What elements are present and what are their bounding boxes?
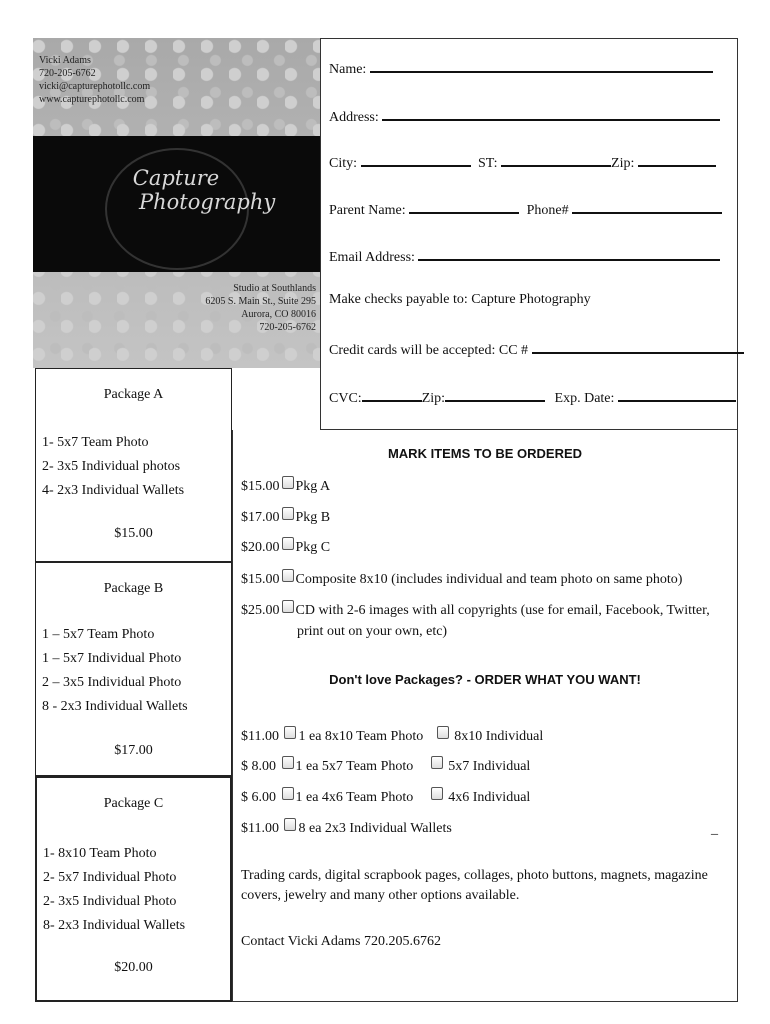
cd-continuation: print out on your own, etc)	[297, 624, 448, 639]
order-price: $ 8.00	[241, 759, 276, 774]
single-row-4x6	[241, 787, 530, 806]
order-row-pkg-c	[241, 537, 330, 556]
order-label: CD with 2-6 images with all copyrights (use for email, Facebook, Twitter,	[295, 603, 710, 618]
phone-field[interactable]	[572, 198, 722, 214]
cvc-label: CVC:	[329, 391, 362, 406]
checkbox[interactable]	[282, 600, 294, 613]
checkbox[interactable]	[284, 726, 296, 739]
checkbox[interactable]	[282, 476, 294, 489]
order-label: Pkg C	[295, 540, 331, 555]
checkbox[interactable]	[282, 787, 294, 800]
card-contact-email: vicki@capturephotollc.com	[39, 81, 151, 92]
team-photo-label: 1 ea 5x7 Team Photo	[295, 759, 414, 774]
credit-row	[329, 338, 744, 359]
card-contact-website: www.capturephotollc.com	[39, 94, 145, 105]
package-a-items	[42, 431, 184, 503]
studio-city: Aurora, CO 80016	[241, 309, 316, 320]
credit-card-field[interactable]	[532, 338, 744, 354]
address-field[interactable]	[382, 105, 720, 121]
extra-options-text: Trading cards, digital scrapbook pages, collages, photo buttons, magnets, magazine covers, jewelry and many other options available.	[241, 868, 708, 903]
wallet-label: 8 ea 2x3 Individual Wallets	[298, 821, 452, 836]
st-label: ST:	[478, 156, 498, 171]
individual-label: 5x7 Individual	[448, 759, 531, 774]
dash-mark: _	[711, 822, 718, 837]
order-price: $17.00	[241, 510, 280, 525]
package-b-box	[35, 562, 232, 776]
exp-date-label: Exp. Date:	[554, 391, 615, 406]
parent-name-field[interactable]	[409, 198, 519, 214]
checkbox[interactable]	[437, 726, 449, 739]
team-photo-label: 1 ea 8x10 Team Photo	[298, 729, 424, 744]
package-item: 2 – 3x5 Individual Photo	[42, 675, 182, 690]
package-item: 1- 8x10 Team Photo	[43, 846, 157, 861]
package-item: 2- 5x7 Individual Photo	[43, 870, 177, 885]
team-photo-label: 1 ea 4x6 Team Photo	[295, 790, 414, 805]
package-b-items	[42, 623, 188, 719]
zip2-label: Zip:	[421, 391, 446, 406]
cvc-field[interactable]	[362, 386, 422, 402]
card-contact	[39, 54, 150, 106]
order-price: $20.00	[241, 540, 280, 555]
business-card	[33, 38, 320, 368]
single-row-8x10	[241, 726, 543, 745]
package-a-price: $15.00	[114, 526, 153, 541]
order-heading-2: Don't love Packages? - ORDER WHAT YOU WANT!	[329, 672, 641, 687]
parent-row	[329, 198, 722, 219]
order-section	[232, 430, 738, 1002]
zip-field[interactable]	[638, 151, 716, 167]
order-row-pkg-b	[241, 507, 330, 526]
zip2-field[interactable]	[445, 386, 545, 402]
order-price: $ 6.00	[241, 790, 276, 805]
checkbox[interactable]	[282, 507, 294, 520]
card-contact-name: Vicki Adams	[39, 55, 91, 66]
order-heading: MARK ITEMS TO BE ORDERED	[387, 446, 583, 461]
address-label: Address:	[329, 110, 379, 125]
single-row-5x7	[241, 756, 530, 775]
city-row	[329, 151, 716, 172]
checks-row	[329, 292, 591, 308]
package-item: 4- 2x3 Individual Wallets	[42, 483, 185, 498]
card-studio-address	[205, 282, 316, 334]
order-price: $25.00	[241, 603, 280, 618]
address-row	[329, 105, 720, 126]
studio-phone: 720-205-6762	[259, 322, 316, 333]
cvc-row	[329, 386, 736, 407]
capture-photography-logo	[121, 166, 276, 246]
order-label: Pkg A	[295, 479, 331, 494]
package-c-price: $20.00	[114, 960, 153, 975]
package-item: 2- 3x5 Individual photos	[42, 459, 181, 474]
city-field[interactable]	[361, 151, 471, 167]
city-label: City:	[329, 156, 358, 171]
phone-label: Phone#	[526, 203, 569, 218]
exp-date-field[interactable]	[618, 386, 736, 402]
package-item: 1 – 5x7 Individual Photo	[42, 651, 182, 666]
zip-label: Zip:	[611, 156, 635, 171]
checkbox[interactable]	[282, 756, 294, 769]
package-c-title: Package C	[103, 796, 164, 811]
contact-text: Contact Vicki Adams 720.205.6762	[241, 934, 441, 949]
logo-line-2: Photography	[139, 190, 276, 214]
checks-payable-text: Make checks payable to: Capture Photography	[329, 292, 591, 307]
order-price: $15.00	[241, 572, 280, 587]
checkbox[interactable]	[284, 818, 296, 831]
individual-label: 8x10 Individual	[454, 729, 544, 744]
email-row	[329, 245, 720, 266]
package-item: 8 - 2x3 Individual Wallets	[42, 699, 188, 714]
wallet-row	[241, 818, 452, 837]
package-c-items	[43, 842, 185, 938]
studio-name: Studio at Southlands	[233, 283, 316, 294]
card-contact-phone: 720-205-6762	[39, 68, 96, 79]
order-price: $15.00	[241, 479, 280, 494]
package-a-title: Package A	[103, 387, 164, 402]
package-a-box	[35, 368, 232, 562]
package-item: 8- 2x3 Individual Wallets	[43, 918, 186, 933]
credit-card-label: Credit cards will be accepted: CC #	[329, 343, 529, 358]
order-row-composite	[241, 569, 682, 588]
email-label: Email Address:	[329, 250, 415, 265]
order-price: $11.00	[241, 821, 279, 836]
st-field[interactable]	[501, 151, 611, 167]
name-label: Name:	[329, 62, 367, 77]
package-b-price: $17.00	[114, 743, 153, 758]
checkbox[interactable]	[431, 787, 443, 800]
package-c-box	[35, 776, 232, 1002]
customer-info-form	[320, 38, 738, 430]
checkbox[interactable]	[282, 569, 294, 582]
order-price: $11.00	[241, 729, 279, 744]
studio-street: 6205 S. Main St., Suite 295	[205, 296, 316, 307]
logo-line-1: Capture	[132, 166, 220, 190]
order-label: Pkg B	[295, 510, 331, 525]
email-field[interactable]	[418, 245, 720, 261]
checkbox[interactable]	[282, 537, 294, 550]
order-label: Composite 8x10 (includes individual and team photo on same photo)	[295, 572, 683, 587]
package-item: 1- 5x7 Team Photo	[42, 435, 149, 450]
order-row-cd	[241, 600, 710, 619]
individual-label: 4x6 Individual	[448, 790, 531, 805]
order-row-pkg-a	[241, 476, 330, 495]
name-field[interactable]	[370, 57, 713, 73]
package-item: 1 – 5x7 Team Photo	[42, 627, 155, 642]
package-b-title: Package B	[103, 581, 164, 596]
checkbox[interactable]	[431, 756, 443, 769]
parent-name-label: Parent Name:	[329, 203, 406, 218]
name-row	[329, 57, 713, 78]
package-item: 2- 3x5 Individual Photo	[43, 894, 177, 909]
